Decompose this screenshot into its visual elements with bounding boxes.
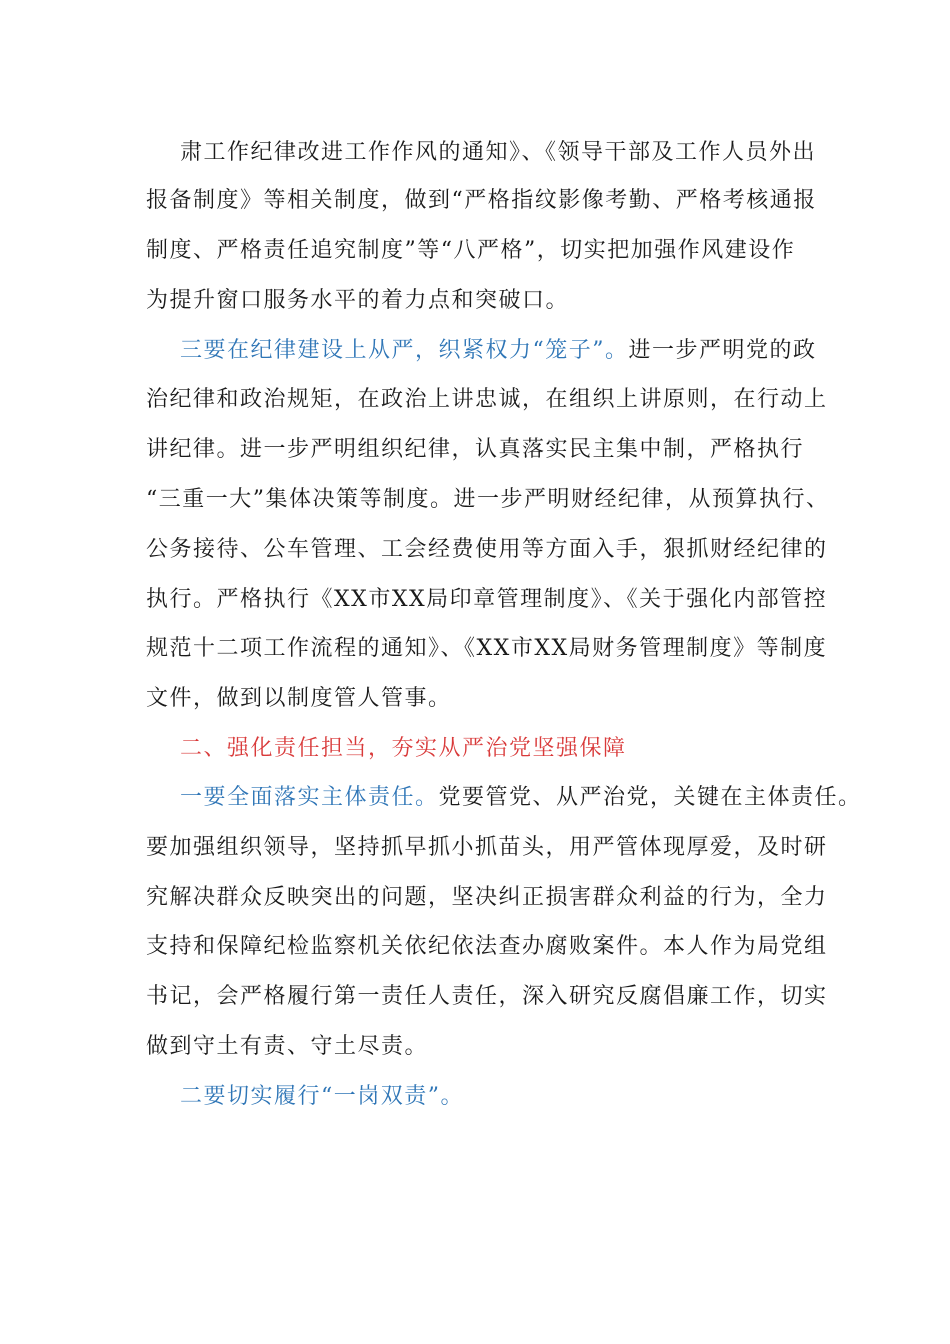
para2-line2: 治纪律和政治规矩，在政治上讲忠诚，在组织上讲原则，在行动上 xyxy=(146,387,828,412)
para2-line8: 文件，做到以制度管人管事。 xyxy=(146,686,452,711)
para3-line5: 书记，会严格履行第一责任人责任，深入研究反腐倡廉工作，切实 xyxy=(146,984,828,1009)
para3-line3: 究解决群众反映突出的问题，坚决纠正损害群众利益的行为，全力 xyxy=(146,885,828,910)
para2-line1-rest: 进一步严明党的政 xyxy=(628,338,817,363)
para1-line3: 制度、严格责任追究制度”等“八严格”，切实把加强作风建设作 xyxy=(146,238,796,263)
para3-line2: 要加强组织领导，坚持抓早抓小抓苗头，用严管体现厚爱，及时研 xyxy=(146,835,828,860)
section2-title: 二、强化责任担当，夯实从严治党坚强保障 xyxy=(180,736,627,761)
para3-line4: 支持和保障纪检监察机关依纪依法查办腐败案件。本人作为局党组 xyxy=(146,934,828,959)
para2-line3: 讲纪律。进一步严明组织纪律，认真落实民主集中制，严格执行 xyxy=(146,437,805,462)
para2-line5: 公务接待、公车管理、工会经费使用等方面入手，狠抓财经纪律的 xyxy=(146,537,828,562)
para2-line1 xyxy=(180,336,817,366)
para2-line7: 规范十二项工作流程的通知》、《XX市XX局财务管理制度》等制度 xyxy=(146,636,828,661)
para4-heading: 二要切实履行“一岗双责”。 xyxy=(180,1084,464,1109)
para3-line6: 做到守土有责、守土尽责。 xyxy=(146,1034,429,1059)
para2-line6: 执行。严格执行《XX市XX局印章管理制度》、《关于强化内部管控 xyxy=(146,587,828,612)
para1-line4: 为提升窗口服务水平的着力点和突破口。 xyxy=(146,288,570,313)
para2-line4: “三重一大”集体决策等制度。进一步严明财经纪律，从预算执行、 xyxy=(146,487,830,512)
para3-line1 xyxy=(180,783,862,813)
para3-line1-rest: 党要管党、从严治党，关键在主体责任。 xyxy=(438,785,862,810)
para3-heading: 一要全面落实主体责任。 xyxy=(180,785,439,810)
para2-heading: 三要在纪律建设上从严，织紧权力“笼子”。 xyxy=(180,338,629,363)
para1-line2: 报备制度》等相关制度，做到“严格指纹影像考勤、严格考核通报 xyxy=(146,188,817,213)
para1-line1: 肃工作纪律改进工作作风的通知》、《领导干部及工作人员外出 xyxy=(180,140,817,165)
